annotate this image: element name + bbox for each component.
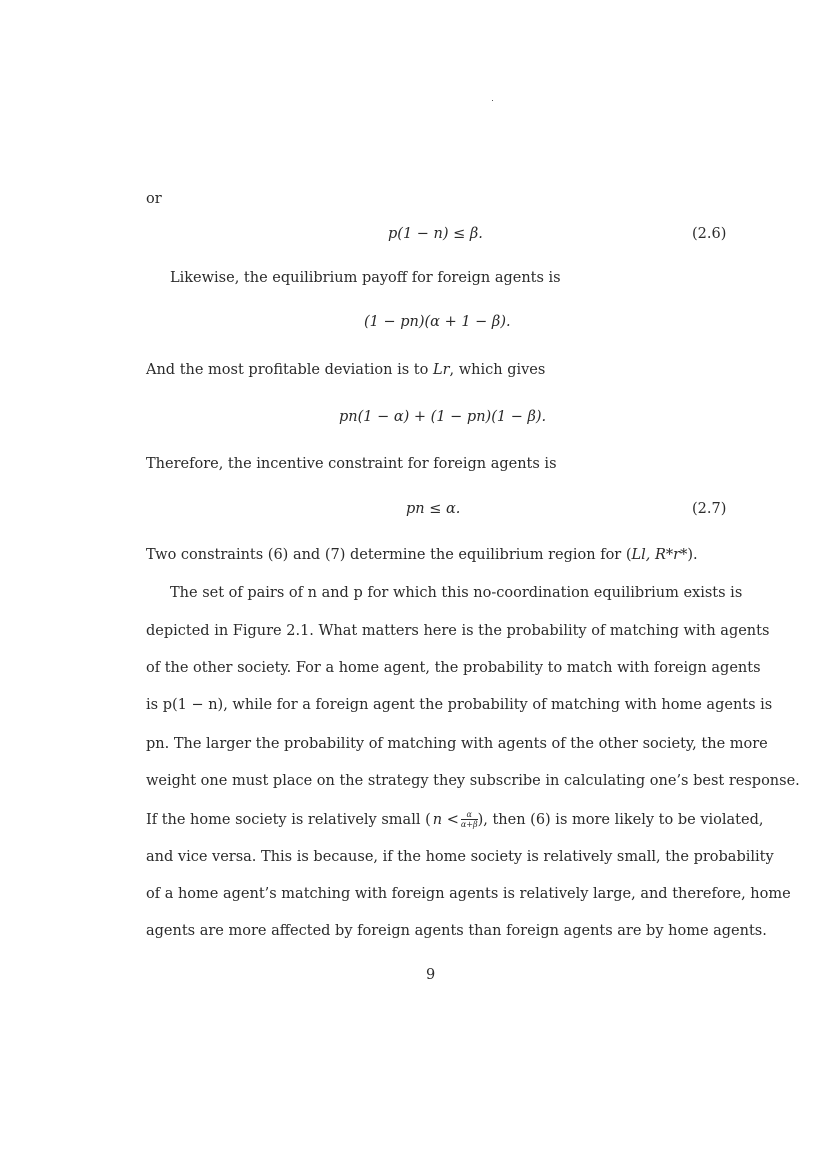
paragraph-line-6: weight one must place on the strategy they subscribe in calculating one’s best response. [146,773,800,789]
equation-number-2-6: (2.6) [692,226,727,242]
text-two-constraints [146,547,698,563]
line7-pre: If the home society is relatively small ( [146,811,431,828]
text-deviation [146,362,545,378]
deviation-post: , which gives [449,362,546,378]
equation-2-6: p(1 − n) ≤ β. [388,226,483,242]
paragraph-line-4: is p(1 − n), while for a foreign agent the probability of matching with home agents is [146,697,773,713]
paragraph-line-8: and vice versa. This is because, if the home society is relatively small, the probability [146,849,774,865]
two-constraints-pre: Two constraints (6) and (7) determine the equilibrium region for ( [146,547,632,563]
equation-deviation-payoff: pn(1 − α) + (1 − pn)(1 − β). [339,409,547,425]
text-likewise: Likewise, the equilibrium payoff for foreign agents is [170,270,561,286]
page-number: 9 [426,967,436,983]
inequality-lhs: n < [432,811,459,828]
text-or: or [146,191,162,207]
equation-foreign-payoff: (1 − pn)(α + 1 − β). [364,314,511,330]
fraction-denominator: α+β [460,820,478,829]
deviation-pre: And the most profitable deviation is to [146,362,433,378]
paragraph-line-3: of the other society. For a home agent, the probability to match with foreign agents [146,660,761,676]
paragraph-line-10: agents are more affected by foreign agents than foreign agents are by home agents. [146,923,767,939]
deviation-strategy: Lr [432,362,450,378]
scan-speck [492,100,493,101]
paragraph-line-9: of a home agent’s matching with foreign agents is relatively large, and therefore, home [146,886,791,902]
fraction-numerator: α [461,810,478,820]
paragraph-line-7 [146,810,764,829]
fraction-alpha-over-alpha-beta [461,810,478,829]
paragraph-line-2: depicted in Figure 2.1. What matters here is the probability of matching with agents [146,623,770,639]
line7-post: ), then (6) is more likely to be violated, [477,811,764,828]
equation-number-2-7: (2.7) [692,501,727,517]
paragraph-line-1: The set of pairs of n and p for which this no-coordination equilibrium exists is [170,585,743,601]
equation-2-7: pn ≤ α. [406,501,461,517]
text-therefore: Therefore, the incentive constraint for foreign agents is [146,456,557,472]
two-constraints-post: ). [687,547,698,563]
equilibrium-region: Ll, R*r* [631,547,688,563]
paragraph-line-5: pn. The larger the probability of matching with agents of the other society, the more [146,736,768,752]
